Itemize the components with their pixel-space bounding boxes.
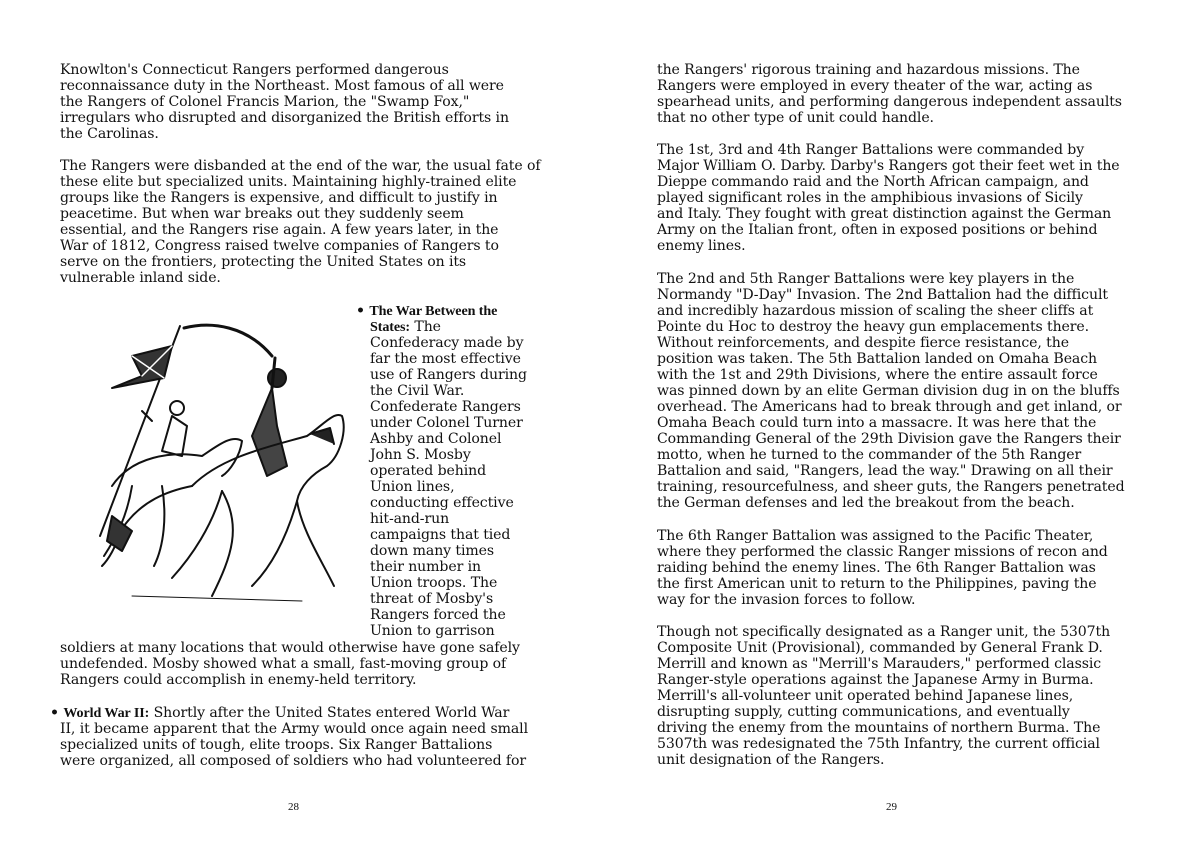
bullet-ww2: • [50, 705, 59, 721]
bullet-civil-war: • [356, 303, 365, 319]
page-number-right: 29 [886, 801, 897, 813]
right-page [600, 0, 1200, 842]
civil-war-subline [370, 319, 441, 335]
paragraph-marauders: Though not specifically designated as a Ranger unit, the 5307th Composite Unit (Provisional), commanded by General Frank D. Merrill and known as "Merrill's Marauders," performed classic Ranger-style operations against the Japanese Army in Burma. Merrill's all-volunteer unit operated behind Japanese lines, disrupting supply, cutting communications, and eventually driving the enemy from the mountains of northern Burma. The 5307th was redesignated the 75th Infantry, the current official unit designation of the Rangers. [657, 624, 1111, 768]
civil-war-text: Confederacy made by far the most effective use of Rangers during the Civil War. Confederate Rangers under Colonel Turner Ashby and Colonel John S. Mosby operated behind Union lines, conducting effective hit-and-run campaigns that tied down many times their number in Union troops. The threat of Mosby's Rangers forced the Union to garrison [370, 335, 527, 639]
ww2-heading: World War II: [63, 705, 150, 721]
ww2-text: II, it became apparent that the Army would once again need small specialized units of tough, elite troops. Six Ranger Battalions were organized, all composed of soldiers who had volunteered for [60, 721, 528, 769]
paragraph-knowlton: Knowlton's Connecticut Rangers performed dangerous reconnaissance duty in the Northeast. Most famous of all were the Rangers of Colonel Francis Marion, the "Swamp Fox," irregulars who disrupted and disorganized the British efforts in the Carolinas. [60, 62, 509, 142]
ww2-heading-line [50, 705, 509, 721]
cavalry-charge-illustration [72, 316, 357, 616]
page-number-left: 28 [288, 801, 299, 813]
paragraph-d-day: The 2nd and 5th Ranger Battalions were key players in the Normandy "D-Day" Invasion. The 2nd Battalion had the difficult and incredibly hazardous mission of scaling the sheer cliffs at Pointe du Hoc to destroy the heavy gun emplacements there. Without reinforcements, and despite fierce resistance, the position was taken. The 5th Battalion landed on Omaha Beach with the 1st and 29th Divisions, where the entire assault force was pinned down by an elite German division dug in on the bluffs overhead. The Americans had to break through and get inland, or Omaha Beach could turn into a massacre. It was here that the Commanding General of the 29th Division gave the Rangers their motto, when he turned to the commander of the 5th Ranger Battalion and said, "Rangers, lead the way." Drawing on all their training, resourcefulness, and sheer guts, the Rangers penetrated the German defenses and led the breakout from the beach. [657, 271, 1125, 511]
civil-war-heading-block [356, 303, 497, 319]
paragraph-darby: The 1st, 3rd and 4th Ranger Battalions were commanded by Major William O. Darby. Darby's Rangers got their feet wet in the Dieppe commando raid and the North African campaign, and played significant roles in the amphibious invasions of Sicily and Italy. They fought with great distinction against the German Army on the Italian front, often in exposed positions or behind enemy lines. [657, 142, 1120, 254]
paragraph-pacific: The 6th Ranger Battalion was assigned to the Pacific Theater, where they performed the classic Ranger missions of recon and raiding behind the enemy lines. The 6th Ranger Battalion was the first American unit to return to the Philippines, paving the way for the invasion forces to follow. [657, 528, 1108, 608]
civil-war-continued: soldiers at many locations that would otherwise have gone safely undefended. Mosby showed what a small, fast-moving group of Rangers could accomplish in enemy-held territory. [60, 640, 520, 688]
paragraph-disbanded: The Rangers were disbanded at the end of the war, the usual fate of these elite but specialized units. Maintaining highly-trained elite groups like the Rangers is expensive, and difficult to justify in peacetime. But when war breaks out they suddenly seem essential, and the Rangers rise again. A few years later, in the War of 1812, Congress raised twelve companies of Rangers to serve on the frontiers, protecting the United States on its vulnerable inland side. [60, 158, 541, 286]
ww2-first-line: Shortly after the United States entered World War [149, 705, 510, 721]
civil-war-text-first: The [410, 319, 441, 335]
civil-war-heading: The War Between the [369, 303, 498, 319]
paragraph-rigorous: the Rangers' rigorous training and hazardous missions. The Rangers were employed in every theater of the war, acting as spearhead units, and performing dangerous independent assaults that no other type of unit could handle. [657, 62, 1122, 126]
civil-war-heading-cont: States: [370, 319, 411, 335]
